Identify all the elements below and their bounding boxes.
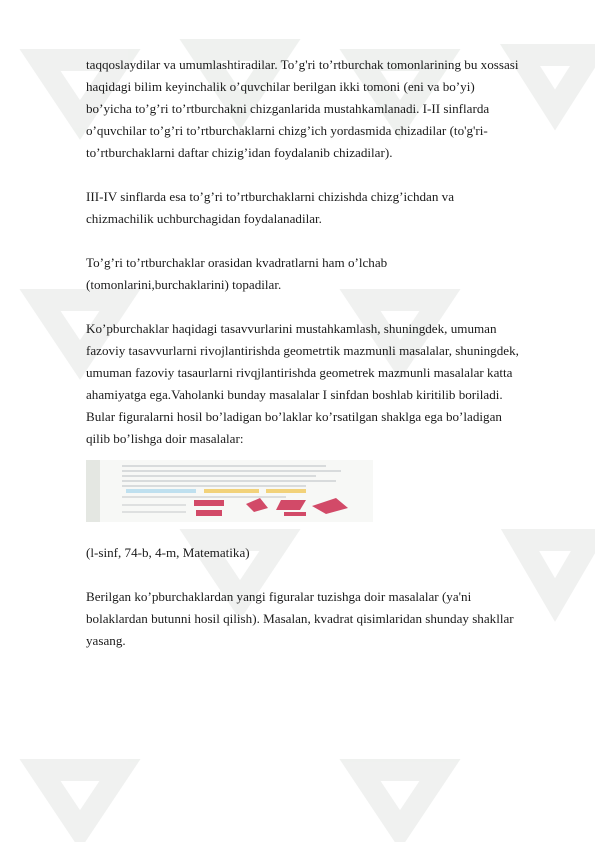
text-line: III-IV sinflarda esa to’g’ri to’rtburchaklarni chizishda chizg’ichdan va xyxy=(86,189,455,204)
text-line: chizmachilik uchburchagidan foydalanadilar. xyxy=(86,211,322,226)
textbook-excerpt-image xyxy=(86,460,373,522)
text-line: to’rtburchaklarni daftar chizig’idan foydalanib chizadilar). xyxy=(86,145,393,160)
text-line: Bular figuralarni hosil bo’ladigan bo’laklar ko’rsatilgan shaklga ega bo’ladigan xyxy=(86,409,502,424)
text-line: o’quvchilar to’g’ri to’rtburchaklarni chizg’ich yordasmida chizadilar (to'g'ri- xyxy=(86,123,488,138)
document-body xyxy=(86,54,551,652)
text-line: bo’yicha to’g’ri to’rtburchakni chizganlarida mustahkamlanadi. I-II sinflarda xyxy=(86,101,490,116)
text-line: To’g’ri to’rtburchaklar orasidan kvadratlarni ham o’lchab xyxy=(86,255,388,270)
text-line: bolaklardan butunni hosil qilish). Masalan, kvadrat qisimlaridan shunday shakllar xyxy=(86,611,514,626)
paragraph-1 xyxy=(86,54,551,164)
text-line: qilib bo’lishga doir masalalar: xyxy=(86,431,244,446)
text-line: ahamiyatga ega.Vaholanki bunday masalalar I sinfdan boshlab kiritilib boriladi. xyxy=(86,387,503,402)
text-line: taqqoslaydilar va umumlashtiradilar. To’g'ri to’rtburchak tomonlarining bu xossasi xyxy=(86,57,519,72)
textbook-excerpt-illustration xyxy=(86,460,373,522)
paragraph-4 xyxy=(86,318,551,450)
text-line: yasang. xyxy=(86,633,126,648)
paragraph-2 xyxy=(86,186,551,230)
text-line: fazoviy tasavvurlarni rivojlantirishda geometrtik mazmunli masalalar, shuningdek, xyxy=(86,343,519,358)
text-line: Ko’pburchaklar haqidagi tasavvurlarini mustahkamlash, shuningdek, umuman xyxy=(86,321,497,336)
text-line: haqidagi bilim keyinchalik o’quvchilar berilgan ikki tomoni (eni va bo’yi) xyxy=(86,79,475,94)
paragraph-5 xyxy=(86,586,551,652)
text-line: (tomonlarini,burchaklarini) topadilar. xyxy=(86,277,282,292)
paragraph-3 xyxy=(86,252,551,296)
text-line: umuman fazoviy tasaurlarni rivqjlantirishda geometrek mazmunli masalalar katta xyxy=(86,365,513,380)
figure-caption: (l-sinf, 74-b, 4-m, Matematika) xyxy=(86,545,250,560)
text-line: Berilgan ko’pburchaklardan yangi figuralar tuzishga doir masalalar (ya'ni xyxy=(86,589,472,604)
